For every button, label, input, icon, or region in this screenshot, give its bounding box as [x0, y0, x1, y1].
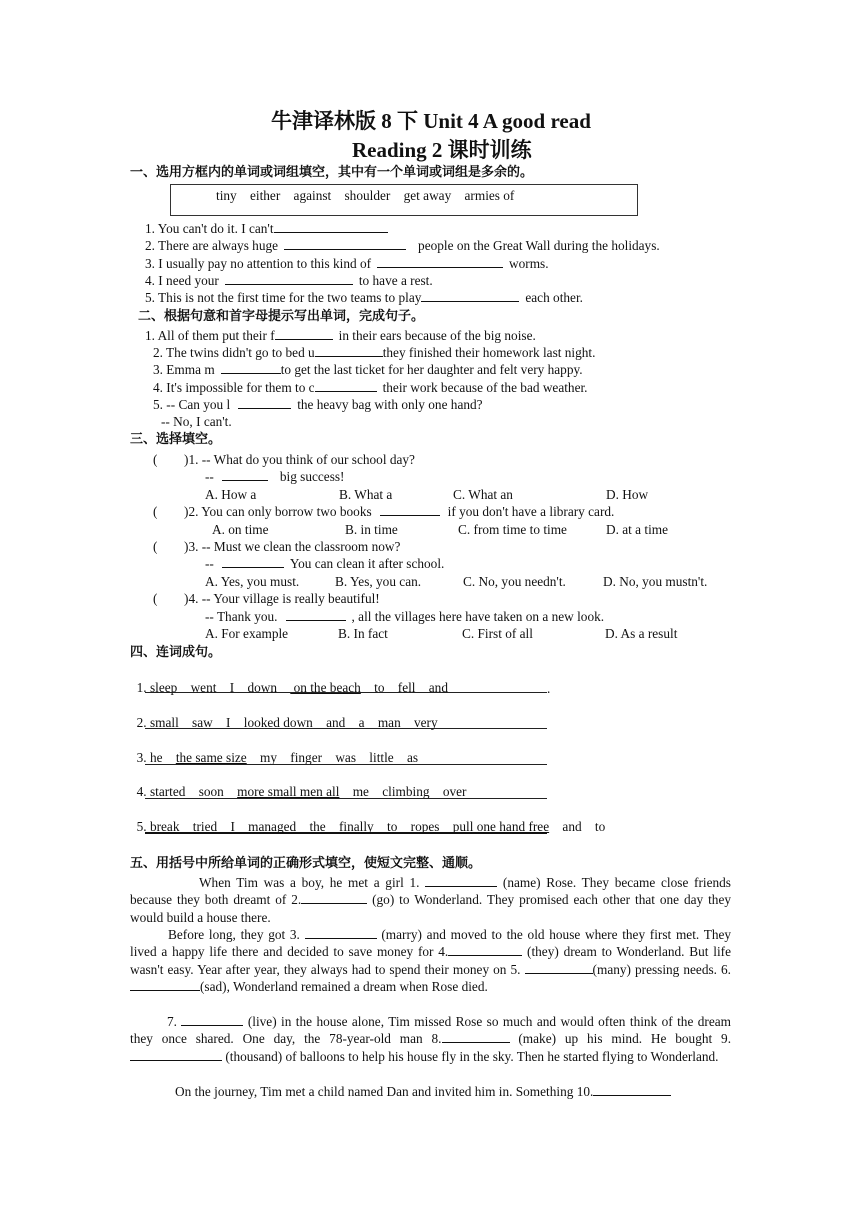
s2-question-5: 5. -- Can you l the heavy bag with only one hand? — [153, 397, 483, 412]
answer-blank-3[interactable] — [305, 927, 377, 939]
section-3-heading: 三、选择填空。 — [130, 432, 222, 447]
s1-question-1: 1. You can't do it. I can't — [145, 221, 388, 237]
s2-question-2: 2. The twins didn't go to bed u they finished their homework last night. — [153, 345, 596, 360]
s3-q1-option-d[interactable]: D. How — [606, 487, 649, 502]
page-subtitle: Reading 2 课时训练 — [352, 138, 532, 162]
answer-blank-10[interactable] — [593, 1084, 671, 1096]
answer-blank-9[interactable] — [130, 1049, 222, 1061]
s3-question-4: ( )4. -- Your village is really beautiful! — [153, 591, 380, 606]
answer-line[interactable] — [145, 692, 547, 693]
answer-blank-1[interactable] — [425, 875, 497, 887]
s3-q2-option-c[interactable]: C. from time to time — [458, 522, 567, 537]
s3-q4-option-d[interactable]: D. As a result — [605, 626, 678, 641]
s3-q3-option-d[interactable]: D. No, you mustn't. — [603, 574, 708, 589]
s4-question-1: 1. sleep went I down on the beach to fell and — [136, 680, 448, 695]
answer-line-period: . — [547, 681, 551, 696]
s2-question-1: 1. All of them put their f in their ears because of the big noise. — [145, 328, 536, 343]
s3-question-1: ( )1. -- What do you think of our school day? — [153, 452, 415, 467]
answer-blank-4[interactable] — [448, 944, 522, 956]
s3-question-3-reply: -- You can clean it after school. — [205, 556, 445, 571]
answer-line[interactable] — [145, 832, 547, 834]
s3-q3-option-a[interactable]: A. Yes, you must. — [205, 574, 300, 589]
answer-blank[interactable] — [315, 380, 377, 392]
answer-blank-5[interactable] — [525, 962, 593, 974]
s3-question-3: ( )3. -- Must we clean the classroom now? — [153, 539, 401, 554]
s3-q2-option-b[interactable]: B. in time — [345, 522, 398, 537]
answer-blank-7[interactable] — [181, 1014, 243, 1026]
answer-blank[interactable] — [225, 273, 353, 285]
s3-q1-option-a[interactable]: A. How a — [205, 487, 257, 502]
s2-question-4: 4. It's impossible for them to c their work because of the bad weather. — [153, 380, 588, 395]
answer-blank[interactable] — [222, 556, 284, 568]
answer-blank[interactable] — [221, 362, 281, 374]
answer-blank-2[interactable] — [301, 892, 367, 904]
s2-question-3: 3. Emma m to get the last ticket for her daughter and felt very happy. — [153, 362, 583, 377]
s3-q4-option-c[interactable]: C. First of all — [462, 626, 533, 641]
section-5-heading: 五、用括号中所给单词的正确形式填空，使短文完整、通顺。 — [130, 856, 482, 871]
s1-question-5: 5. This is not the first time for the two teams to play each other. — [145, 290, 583, 305]
s1-question-4: 4. I need your to have a rest. — [145, 273, 433, 288]
answer-blank-8[interactable] — [442, 1031, 510, 1043]
answer-blank[interactable] — [238, 397, 291, 409]
answer-line[interactable] — [145, 764, 547, 765]
word-box-words: tiny either against shoulder get away armies of — [216, 188, 515, 203]
page-title: 牛津译林版 8 下 Unit 4 A good read — [271, 109, 591, 133]
s1-question-3: 3. I usually pay no attention to this kind of worms. — [145, 256, 549, 271]
section-4-heading: 四、连词成句。 — [130, 645, 222, 660]
s3-q4-option-b[interactable]: B. In fact — [338, 626, 388, 641]
s3-question-1-reply: -- big success! — [205, 469, 345, 484]
s3-q1-option-c[interactable]: C. What an — [453, 487, 513, 502]
passage-paragraph-2: Before long, they got 3. (marry) and moved to the old house where they first met. They lived a happy life there and decided to save money for 4. (they) dream to Wonderland. But life wasn't easy. Year after year, they always had to spend their money on 5. (many) pressing needs. 6. (sad), Wonderland remained a dream when Rose died. — [130, 927, 732, 995]
section-2-heading: 二、根据句意和首字母提示写出单词，完成句子。 — [138, 309, 425, 324]
s3-q3-option-c[interactable]: C. No, you needn't. — [463, 574, 566, 589]
passage-paragraph-4: On the journey, Tim met a child named Dan and invited him in. Something 10. — [130, 1083, 731, 1100]
answer-blank-6[interactable] — [130, 979, 200, 991]
answer-blank[interactable] — [286, 609, 346, 621]
s3-q3-option-b[interactable]: B. Yes, you can. — [335, 574, 422, 589]
s3-q4-option-a[interactable]: A. For example — [205, 626, 289, 641]
s3-question-2: ( )2. You can only borrow two books if you don't have a library card. — [153, 504, 615, 519]
s1-question-2: 2. There are always huge people on the Great Wall during the holidays. — [145, 238, 660, 253]
answer-blank[interactable] — [222, 469, 268, 481]
s4-question-2: 2. small saw I looked down and a man very — [136, 715, 438, 730]
answer-blank[interactable] — [421, 290, 519, 302]
answer-blank[interactable] — [284, 238, 406, 250]
answer-blank[interactable] — [274, 221, 388, 233]
section-1-heading: 一、选用方框内的单词或词组填空，其中有一个单词或词组是多余的。 — [130, 165, 534, 180]
s4-question-5: 5. break tried I managed the finally to ropes pull one hand free and to — [136, 819, 606, 834]
answer-line[interactable] — [145, 798, 547, 799]
s3-q2-option-d[interactable]: D. at a time — [606, 522, 669, 537]
passage-paragraph-3: 7. (live) in the house alone, Tim missed Rose so much and would often think of the dream they once shared. One day, the 78-year-old man 8. (make) up his mind. He bought 9. (thousand) of balloons to help his house fly in the sky. Then he started flying to Wonderland. — [130, 1014, 732, 1064]
s2-question-5-reply: -- No, I can't. — [161, 414, 232, 429]
s4-question-4: 4. started soon more small men all me climbing over — [136, 784, 467, 799]
s3-q1-option-b[interactable]: B. What a — [339, 487, 393, 502]
answer-blank[interactable] — [275, 328, 333, 340]
s4-question-3: 3. he the same size my finger was little as — [136, 750, 419, 765]
answer-blank[interactable] — [380, 504, 440, 516]
answer-blank[interactable] — [315, 345, 383, 357]
s3-question-4-reply: -- Thank you. , all the villages here have taken on a new look. — [205, 609, 605, 624]
answer-line[interactable] — [145, 728, 547, 729]
answer-blank[interactable] — [377, 256, 503, 268]
passage-paragraph-1: When Tim was a boy, he met a girl 1. (name) Rose. They became close friends because they both dreamt of 2. (go) to Wonderland. They promised each other that one day they would build a house there. — [130, 875, 732, 925]
s3-q2-option-a[interactable]: A. on time — [212, 522, 269, 537]
